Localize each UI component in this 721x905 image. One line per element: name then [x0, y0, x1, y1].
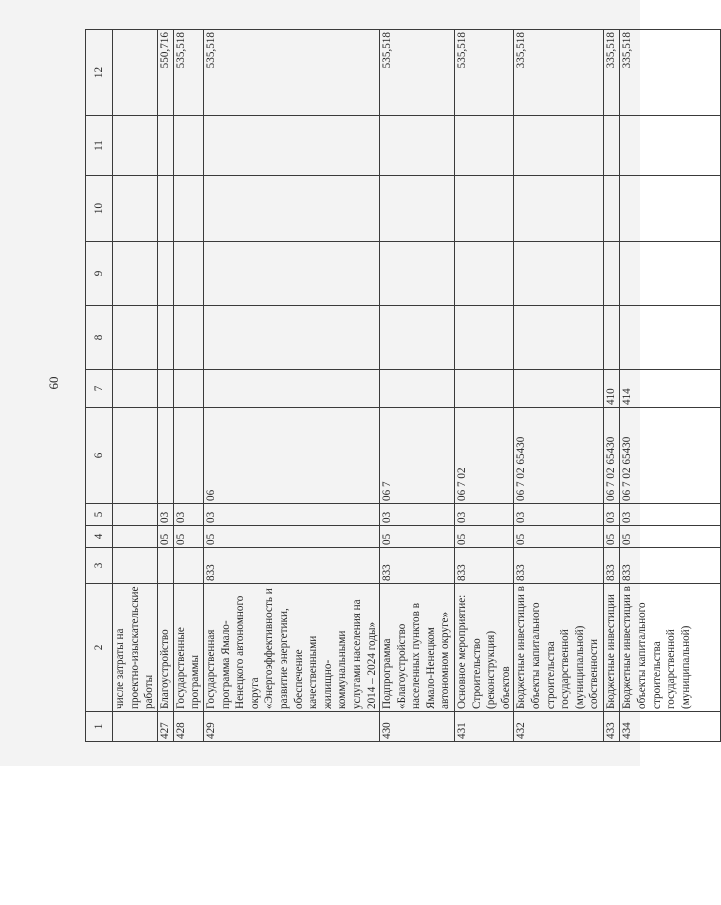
- empty-cell: [455, 176, 514, 242]
- empty-cell: [514, 242, 604, 306]
- empty-cell: [203, 306, 379, 370]
- code-7: 414: [620, 370, 721, 408]
- table-row: [604, 30, 620, 742]
- table-row: [157, 30, 173, 742]
- empty-cell: [203, 116, 379, 176]
- amount: 535,518: [380, 30, 455, 116]
- header-row: [86, 30, 113, 742]
- code-4: 05: [203, 526, 379, 548]
- row-number: 427: [157, 712, 173, 742]
- code-3: 833: [455, 548, 514, 584]
- amount: 335,518: [514, 30, 604, 116]
- empty-cell: [380, 116, 455, 176]
- amount: 335,518: [604, 30, 620, 116]
- empty-cell: [113, 116, 158, 176]
- row-number: 428: [173, 712, 203, 742]
- column-header: 5: [86, 504, 113, 526]
- empty-cell: [113, 242, 158, 306]
- code-5: 03: [604, 504, 620, 526]
- code-5: 03: [203, 504, 379, 526]
- page-number: 60: [46, 376, 61, 390]
- row-number: 434: [620, 712, 721, 742]
- row-number: 429: [203, 712, 379, 742]
- row-title: Бюджетные инвестиции в объекты капитального строительства государственной (муниципальной): [620, 584, 721, 712]
- empty-cell: [514, 116, 604, 176]
- empty-cell: [173, 242, 203, 306]
- code-4: 05: [380, 526, 455, 548]
- empty-cell: [203, 242, 379, 306]
- empty-cell: [380, 242, 455, 306]
- column-header: 2: [86, 584, 113, 712]
- code-7: [514, 370, 604, 408]
- code-4: 05: [604, 526, 620, 548]
- empty-cell: [113, 306, 158, 370]
- row-number: 433: [604, 712, 620, 742]
- code-4: 05: [157, 526, 173, 548]
- empty-cell: [604, 116, 620, 176]
- empty-cell: [173, 176, 203, 242]
- row-title: Бюджетные инвестиции в объекты капитального строительства государственной (муниципальной) собственности: [514, 584, 604, 712]
- amount: 535,518: [455, 30, 514, 116]
- table-row: [620, 30, 721, 742]
- row-number: [113, 712, 158, 742]
- code-6: 06 7: [380, 408, 455, 504]
- code-5: 03: [514, 504, 604, 526]
- empty-cell: [173, 116, 203, 176]
- code-3: 833: [514, 548, 604, 584]
- code-5: 03: [380, 504, 455, 526]
- code-6: 06: [203, 408, 379, 504]
- code-6: [157, 408, 173, 504]
- code-7: [173, 370, 203, 408]
- code-6: 06 7 02 65430: [620, 408, 721, 504]
- row-number: 430: [380, 712, 455, 742]
- empty-cell: [620, 242, 721, 306]
- empty-cell: [157, 116, 173, 176]
- empty-cell: [455, 242, 514, 306]
- row-title: Бюджетные инвестиции: [604, 584, 620, 712]
- code-4: 05: [620, 526, 721, 548]
- column-header: 8: [86, 306, 113, 370]
- code-4: 05: [455, 526, 514, 548]
- code-7: [113, 370, 158, 408]
- code-5: 03: [157, 504, 173, 526]
- code-4: 05: [514, 526, 604, 548]
- code-7: [203, 370, 379, 408]
- column-header: 7: [86, 370, 113, 408]
- code-6: 06 7 02: [455, 408, 514, 504]
- amount: 535,518: [173, 30, 203, 116]
- code-6: 06 7 02 65430: [604, 408, 620, 504]
- table-row: [203, 30, 379, 742]
- row-title: Подпрограмма «Благоустройство населенных пунктов в Ямало-Ненецком автономном округе»: [380, 584, 455, 712]
- code-3: 833: [620, 548, 721, 584]
- code-3: [173, 548, 203, 584]
- code-6: [173, 408, 203, 504]
- table-row: [113, 30, 158, 742]
- empty-cell: [157, 242, 173, 306]
- code-3: [113, 548, 158, 584]
- empty-cell: [173, 306, 203, 370]
- code-3: 833: [604, 548, 620, 584]
- empty-cell: [455, 116, 514, 176]
- rotated-table-container: [85, 30, 692, 742]
- empty-cell: [604, 242, 620, 306]
- row-number: 432: [514, 712, 604, 742]
- column-header: 11: [86, 116, 113, 176]
- amount: 535,518: [203, 30, 379, 116]
- code-4: [113, 526, 158, 548]
- column-header: 4: [86, 526, 113, 548]
- row-title: Государственная программа Ямало-Ненецкого автономного округа «Энергоэффективность и развитие энергетики, обеспечение качественными жилищно-коммунальными услугами населения на 2014 – 2024 годы»: [203, 584, 379, 712]
- empty-cell: [380, 306, 455, 370]
- code-7: [455, 370, 514, 408]
- empty-cell: [620, 176, 721, 242]
- empty-cell: [113, 176, 158, 242]
- column-header: 6: [86, 408, 113, 504]
- table-row: [173, 30, 203, 742]
- empty-cell: [380, 176, 455, 242]
- column-header: 10: [86, 176, 113, 242]
- amount: 550,716: [157, 30, 173, 116]
- code-4: 05: [173, 526, 203, 548]
- row-title: Основное мероприятие: Строительство (реконструкция) объектов: [455, 584, 514, 712]
- column-header: 1: [86, 712, 113, 742]
- code-3: 833: [380, 548, 455, 584]
- row-title: числе затраты на проектно-изыскательские работы: [113, 584, 158, 712]
- table-row: [514, 30, 604, 742]
- row-number: 431: [455, 712, 514, 742]
- row-title: Благоустройство: [157, 584, 173, 712]
- amount: [113, 30, 158, 116]
- empty-cell: [620, 116, 721, 176]
- code-7: 410: [604, 370, 620, 408]
- code-6: [113, 408, 158, 504]
- empty-cell: [620, 306, 721, 370]
- column-header: 12: [86, 30, 113, 116]
- code-3: [157, 548, 173, 584]
- code-7: [157, 370, 173, 408]
- table-row: [380, 30, 455, 742]
- code-3: 833: [203, 548, 379, 584]
- empty-cell: [455, 306, 514, 370]
- empty-cell: [157, 176, 173, 242]
- table-row: [455, 30, 514, 742]
- code-5: 03: [620, 504, 721, 526]
- code-5: 03: [455, 504, 514, 526]
- empty-cell: [157, 306, 173, 370]
- code-7: [380, 370, 455, 408]
- empty-cell: [514, 176, 604, 242]
- code-5: 03: [173, 504, 203, 526]
- column-header: 9: [86, 242, 113, 306]
- budget-table: [85, 29, 721, 742]
- amount: 335,518: [620, 30, 721, 116]
- column-header: 3: [86, 548, 113, 584]
- empty-cell: [203, 176, 379, 242]
- row-title: Государственные программы: [173, 584, 203, 712]
- code-6: 06 7 02 65430: [514, 408, 604, 504]
- empty-cell: [604, 306, 620, 370]
- empty-cell: [604, 176, 620, 242]
- code-5: [113, 504, 158, 526]
- empty-cell: [514, 306, 604, 370]
